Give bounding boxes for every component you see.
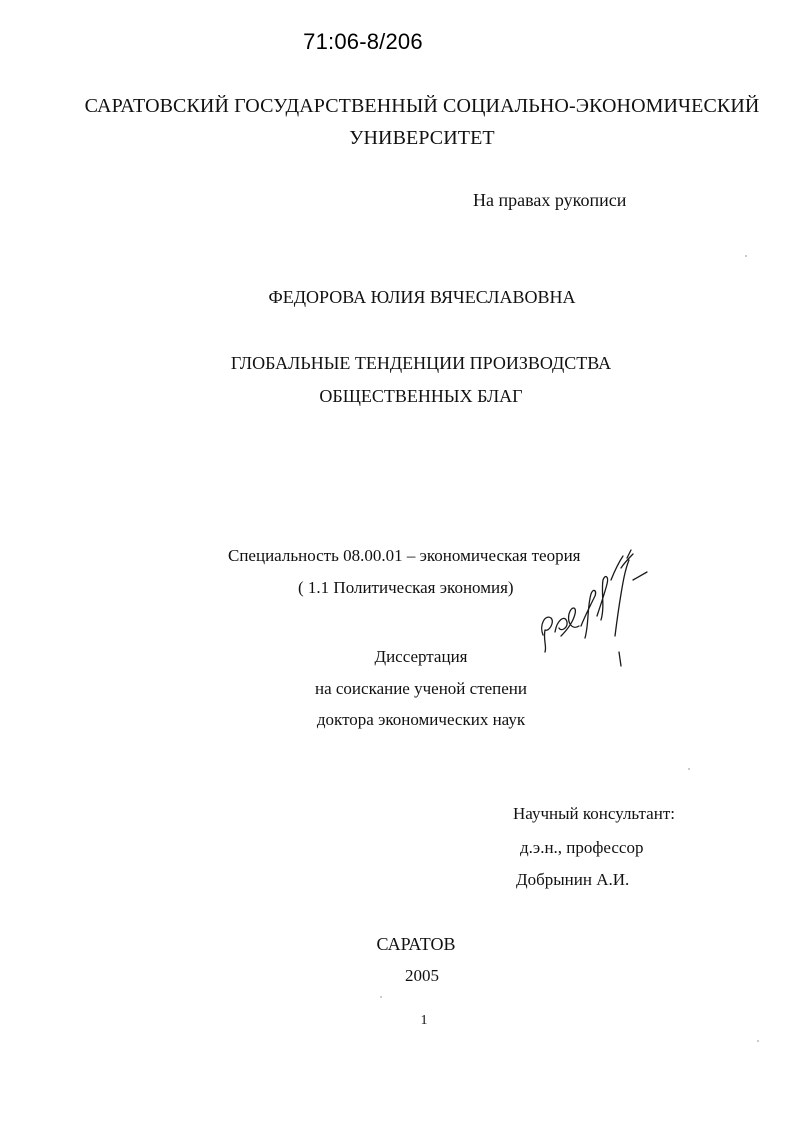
specialty-subfield: ( 1.1 Политическая экономия) (298, 578, 514, 597)
degree-name: доктора экономических наук (316, 710, 526, 729)
specialty-line: Специальность 08.00.01 – экономическая теория (228, 546, 581, 565)
scan-speck (380, 996, 382, 998)
dissertation-title-line1: ГЛОБАЛЬНЫЕ ТЕНДЕНЦИИ ПРОИЗВОДСТВА (230, 353, 612, 373)
institution-name-line1: САРАТОВСКИЙ ГОСУДАРСТВЕННЫЙ СОЦИАЛЬНО-ЭКОНОМИЧЕСКИЙ (84, 95, 760, 117)
advisor-degree: д.э.н., профессор (520, 838, 644, 857)
scan-speck (688, 768, 690, 770)
scan-speck (757, 1040, 759, 1042)
manuscript-note: На правах рукописи (473, 190, 627, 210)
advisor-label: Научный консультант: (513, 804, 675, 823)
degree-purpose: на соискание ученой степени (314, 679, 528, 698)
city: САРАТОВ (376, 934, 456, 954)
catalog-number: 71:06-8/206 (303, 29, 423, 54)
page-number: 1 (420, 1013, 428, 1028)
document-type: Диссертация (374, 647, 468, 666)
author-name: ФЕДОРОВА ЮЛИЯ ВЯЧЕСЛАВОВНА (268, 287, 576, 307)
dissertation-title-line2: ОБЩЕСТВЕННЫХ БЛАГ (319, 386, 523, 406)
year: 2005 (405, 966, 439, 985)
scan-speck (745, 255, 747, 257)
institution-name-line2: УНИВЕРСИТЕТ (349, 127, 495, 149)
advisor-name: Добрынин А.И. (516, 870, 630, 889)
